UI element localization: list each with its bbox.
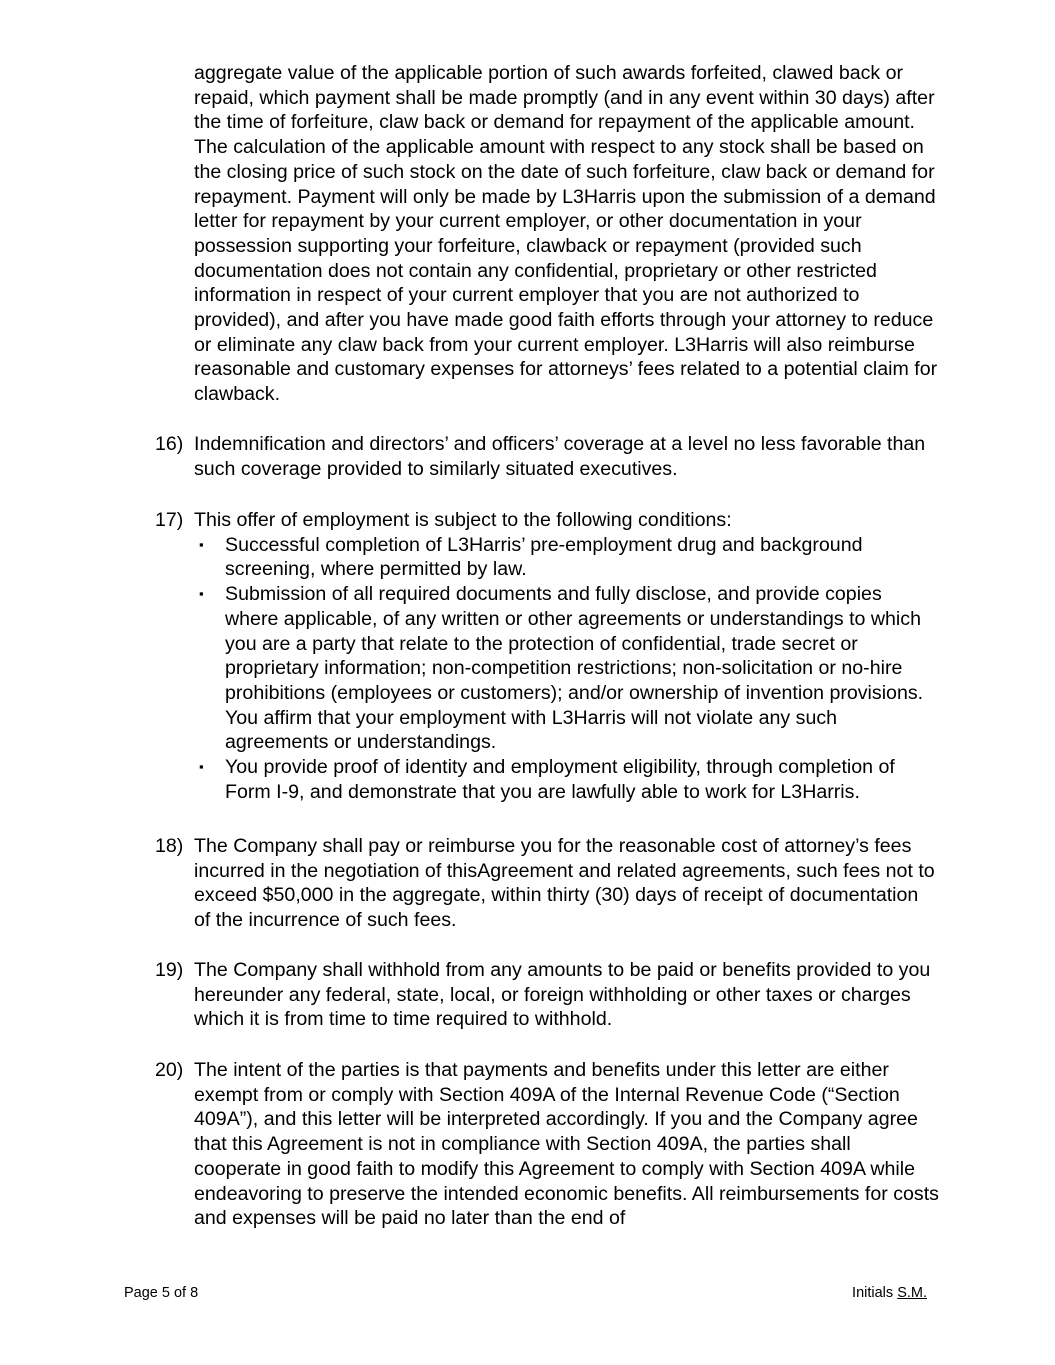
item-number: 16) [155, 433, 184, 455]
square-bullet-icon: ▪ [199, 536, 204, 552]
initials-label: Initials [852, 1285, 894, 1301]
item-number: 18) [155, 835, 184, 857]
square-bullet-icon: ▪ [199, 759, 204, 775]
continuation-paragraph: aggregate value of the applicable portion of such awards forfeited, clawed back or repaid, which payment shall be made promptly (and in any event within 30 days) after the time of forfeiture, claw back or demand for repayment of the applicable amount. The calculation of the applicable amount with respect to any stock shall be based on the closing price of such stock on the date of such forfeiture, claw back or demand for repayment. Payment will only be made by L3Harris upon the submission of a demand letter for repayment by your current employer, or other documentation in your possession supporting your forfeiture, clawback or repayment (provided such documentation does not contain any confidential, proprietary or other restricted information in respect of your current employer that you are not authorized to provided), and after you have made good faith efforts through your attorney to reduce or eliminate any claw back from your current employer. L3Harris will also reimburse reasonable and customary expenses for attorneys’ fees related to a potential claim for clawback. [194, 62, 938, 406]
item-text: The intent of the parties is that payments and benefits under this letter are either exempt from or comply with Section 409A of the Internal Revenue Code (“Section 409A”), and this letter will be interpreted accordingly. If you and the Company agree that this Agreement is not in compliance with Section 409A, the parties shall cooperate in good faith to modify this Agreement to comply with Section 409A while endeavoring to preserve the intended economic benefits. All reimbursements for costs and expenses will be paid no later than the end of [194, 1059, 939, 1230]
condition-text: Submission of all required documents and fully disclose, and provide copies where applicable, of any written or other agreements or understandings to which you are a party that relate to the protection of confidential, trade secret or proprietary information; non-competition restrictions; non-solicitation or no-hire prohibitions (employees or customers); and/or ownership of invention provisions. You affirm that your employment with L3Harris will not violate any such agreements or understandings. [225, 583, 924, 754]
initials [852, 1284, 927, 1302]
item-number: 20) [155, 1059, 184, 1081]
page-number: Page 5 of 8 [124, 1285, 199, 1301]
list-item-16 [155, 432, 945, 481]
list-item-17 [155, 508, 945, 804]
condition-text: You provide proof of identity and employment eligibility, through completion of Form I-9, and demonstrate that you are lawfully able to work for L3Harris. [225, 756, 895, 803]
item-number: 19) [155, 959, 184, 981]
conditions-list [194, 533, 939, 805]
item-text: This offer of employment is subject to the following conditions: [194, 509, 732, 531]
list-item-18 [155, 834, 945, 933]
condition-bullet [199, 533, 939, 582]
item-text: The Company shall pay or reimburse you for the reasonable cost of attorney’s fees incurred in the negotiation of thisAgreement and related agreements, such fees not to exceed $50,000 in the aggregate, within thirty (30) days of receipt of documentation of the incurrence of such fees. [194, 835, 935, 932]
initials-value: S.M. [897, 1285, 927, 1301]
condition-bullet [199, 755, 939, 804]
item-text: The Company shall withhold from any amounts to be paid or benefits provided to you hereunder any federal, state, local, or foreign withholding or other taxes or charges which it is from time to time required to withhold. [194, 959, 931, 1031]
condition-text: Successful completion of L3Harris’ pre-employment drug and background screening, where permitted by law. [225, 533, 863, 581]
condition-bullet [199, 582, 939, 755]
list-item-20 [155, 1058, 945, 1231]
item-text: Indemnification and directors’ and officers’ coverage at a level no less favorable than such coverage provided to similarly situated executives. [194, 433, 926, 480]
list-item-19 [155, 958, 945, 1032]
item-number: 17) [155, 509, 184, 531]
square-bullet-icon: ▪ [199, 586, 204, 602]
